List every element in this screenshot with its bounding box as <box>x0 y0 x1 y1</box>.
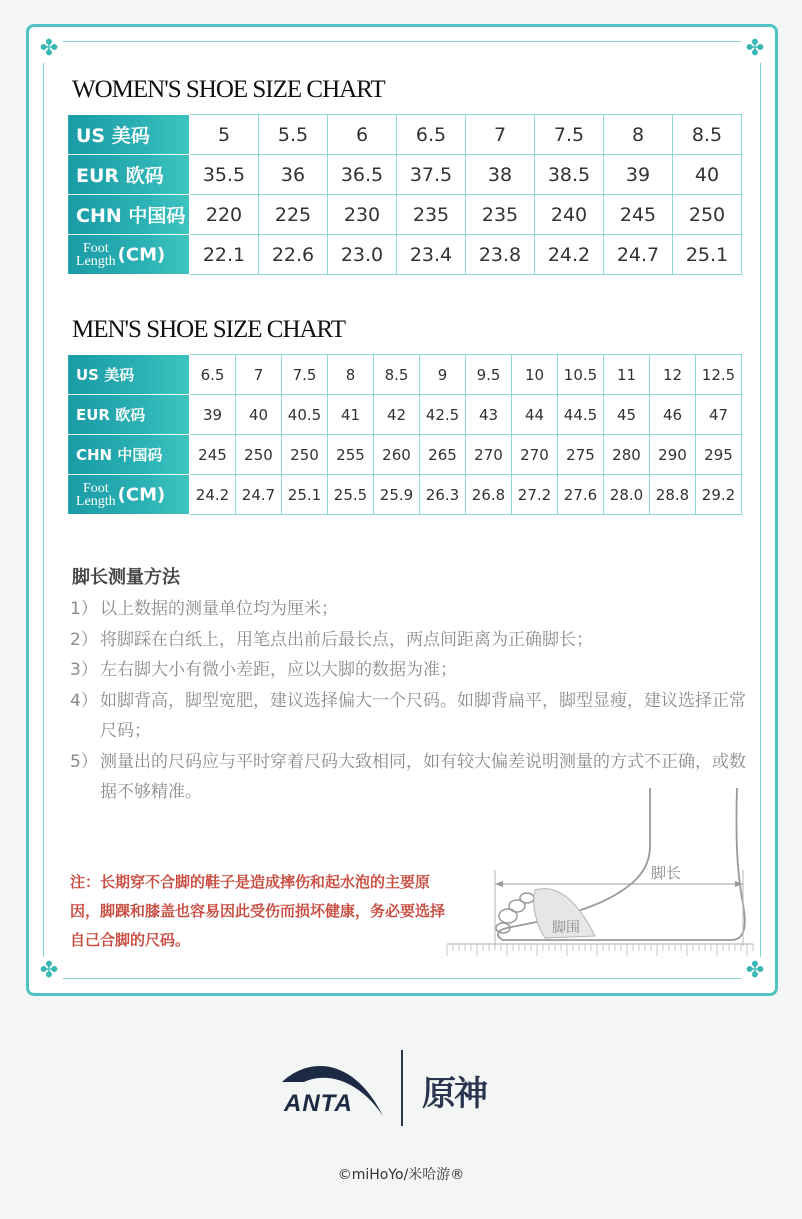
size-cell: 28.8 <box>650 475 696 515</box>
size-cell: 46 <box>650 395 696 435</box>
men-chart-title: MEN'S SHOE SIZE CHART <box>72 316 345 343</box>
size-cell: 235 <box>397 195 466 235</box>
genshin-wordmark: 原神 <box>422 1074 486 1114</box>
size-cell: 40 <box>236 395 282 435</box>
size-cell: 235 <box>466 195 535 235</box>
size-cell: 38 <box>466 155 535 195</box>
size-cell: 25.1 <box>282 475 328 515</box>
size-cell: 25.9 <box>374 475 420 515</box>
size-cell: 8 <box>328 355 374 395</box>
row-header: EUR 欧码 <box>68 395 190 435</box>
size-cell: 10 <box>512 355 558 395</box>
corner-ornament-icon: ✤ <box>741 35 769 63</box>
size-cell: 37.5 <box>397 155 466 195</box>
size-row <box>68 355 742 395</box>
size-cell: 9 <box>420 355 466 395</box>
size-cell: 47 <box>696 395 742 435</box>
size-cell: 245 <box>190 435 236 475</box>
size-cell: 42 <box>374 395 420 435</box>
row-header: Foot Length (CM) <box>68 235 190 275</box>
women-size-table <box>67 114 742 275</box>
size-cell: 245 <box>604 195 673 235</box>
size-cell: 29.2 <box>696 475 742 515</box>
size-cell: 24.2 <box>190 475 236 515</box>
size-cell: 26.3 <box>420 475 466 515</box>
size-cell: 45 <box>604 395 650 435</box>
size-cell: 280 <box>604 435 650 475</box>
size-cell: 24.7 <box>236 475 282 515</box>
size-cell: 295 <box>696 435 742 475</box>
foot-length-label: 脚长 <box>651 864 682 882</box>
size-cell: 22.6 <box>259 235 328 275</box>
size-cell: 260 <box>374 435 420 475</box>
size-cell: 10.5 <box>558 355 604 395</box>
size-cell: 6 <box>328 115 397 155</box>
corner-ornament-icon: ✤ <box>35 957 63 985</box>
method-item: 3） 左右脚大小有微小差距，应以大脚的数据为准； <box>70 660 457 680</box>
size-row <box>68 235 742 275</box>
size-cell: 36 <box>259 155 328 195</box>
size-cell: 7 <box>236 355 282 395</box>
size-row <box>68 475 742 515</box>
size-cell: 40.5 <box>282 395 328 435</box>
size-cell: 28.0 <box>604 475 650 515</box>
size-cell: 270 <box>512 435 558 475</box>
size-cell: 8.5 <box>374 355 420 395</box>
size-cell: 40 <box>673 155 742 195</box>
method-item: 5） 测量出的尺码应与平时穿着尺码大致相同，如有较大偏差说明测量的方式不正确，或数据不够精准。 <box>70 751 746 802</box>
fit-warning-note: 注：长期穿不合脚的鞋子是造成摔伤和起水泡的主要原因，脚踝和膝盖也容易因此受伤而损坏健康，务必要选择自己合脚的尺码。 <box>70 873 446 949</box>
size-cell: 5 <box>190 115 259 155</box>
men-size-table <box>67 354 742 515</box>
size-cell: 8 <box>604 115 673 155</box>
size-cell: 240 <box>535 195 604 235</box>
row-header: EUR 欧码 <box>68 155 190 195</box>
size-cell: 38.5 <box>535 155 604 195</box>
size-cell: 27.2 <box>512 475 558 515</box>
size-cell: 9.5 <box>466 355 512 395</box>
size-cell: 7.5 <box>535 115 604 155</box>
size-cell: 36.5 <box>328 155 397 195</box>
size-cell: 27.6 <box>558 475 604 515</box>
size-cell: 23.0 <box>328 235 397 275</box>
size-cell: 5.5 <box>259 115 328 155</box>
row-header: CHN 中国码 <box>68 435 190 475</box>
size-cell: 43 <box>466 395 512 435</box>
size-cell: 250 <box>236 435 282 475</box>
size-row <box>68 195 742 235</box>
size-cell: 26.8 <box>466 475 512 515</box>
corner-ornament-icon: ✤ <box>741 957 769 985</box>
row-header: Foot Length (CM) <box>68 475 190 515</box>
method-item: 1） 以上数据的测量单位均为厘米； <box>70 599 338 619</box>
size-cell: 275 <box>558 435 604 475</box>
size-cell: 6.5 <box>190 355 236 395</box>
size-cell: 44.5 <box>558 395 604 435</box>
size-row <box>68 395 742 435</box>
size-cell: 220 <box>190 195 259 235</box>
size-cell: 7.5 <box>282 355 328 395</box>
women-chart-title: WOMEN'S SHOE SIZE CHART <box>72 76 385 103</box>
size-cell: 265 <box>420 435 466 475</box>
size-cell: 270 <box>466 435 512 475</box>
size-cell: 11 <box>604 355 650 395</box>
size-cell: 23.4 <box>397 235 466 275</box>
size-cell: 250 <box>282 435 328 475</box>
size-cell: 23.8 <box>466 235 535 275</box>
size-cell: 290 <box>650 435 696 475</box>
size-cell: 35.5 <box>190 155 259 195</box>
size-cell: 44 <box>512 395 558 435</box>
foot-girth-label: 脚围 <box>552 920 580 936</box>
logo-divider <box>401 1050 403 1126</box>
size-cell: 22.1 <box>190 235 259 275</box>
anta-wordmark: ANTA <box>284 1090 353 1117</box>
size-cell: 41 <box>328 395 374 435</box>
size-cell: 255 <box>328 435 374 475</box>
size-cell: 25.1 <box>673 235 742 275</box>
size-cell: 6.5 <box>397 115 466 155</box>
measurement-method-title: 脚长测量方法 <box>72 567 180 588</box>
size-cell: 24.7 <box>604 235 673 275</box>
size-cell: 12 <box>650 355 696 395</box>
size-cell: 42.5 <box>420 395 466 435</box>
size-cell: 24.2 <box>535 235 604 275</box>
size-cell: 225 <box>259 195 328 235</box>
size-row <box>68 435 742 475</box>
corner-ornament-icon: ✤ <box>35 35 63 63</box>
size-cell: 39 <box>190 395 236 435</box>
row-header: CHN 中国码 <box>68 195 190 235</box>
method-item: 2） 将脚踩在白纸上，用笔点出前后最长点，两点间距离为正确脚长； <box>70 629 593 650</box>
row-header: US 美码 <box>68 115 190 155</box>
size-cell: 39 <box>604 155 673 195</box>
size-cell: 8.5 <box>673 115 742 155</box>
size-cell: 7 <box>466 115 535 155</box>
size-cell: 250 <box>673 195 742 235</box>
size-cell: 230 <box>328 195 397 235</box>
brand-logos <box>280 1048 520 1128</box>
measurement-method-list <box>70 594 750 808</box>
size-row <box>68 115 742 155</box>
size-cell: 25.5 <box>328 475 374 515</box>
foot-measurement-illustration <box>445 786 755 962</box>
size-cell: 12.5 <box>696 355 742 395</box>
copyright-text: ©miHoYo/米哈游® <box>337 1167 465 1183</box>
size-row <box>68 155 742 195</box>
row-header: US 美码 <box>68 355 190 395</box>
method-item: 4） 如脚背高，脚型宽肥，建议选择偏大一个尺码。如脚背扁平，脚型显瘦，建议选择正常尺码； <box>70 690 746 741</box>
